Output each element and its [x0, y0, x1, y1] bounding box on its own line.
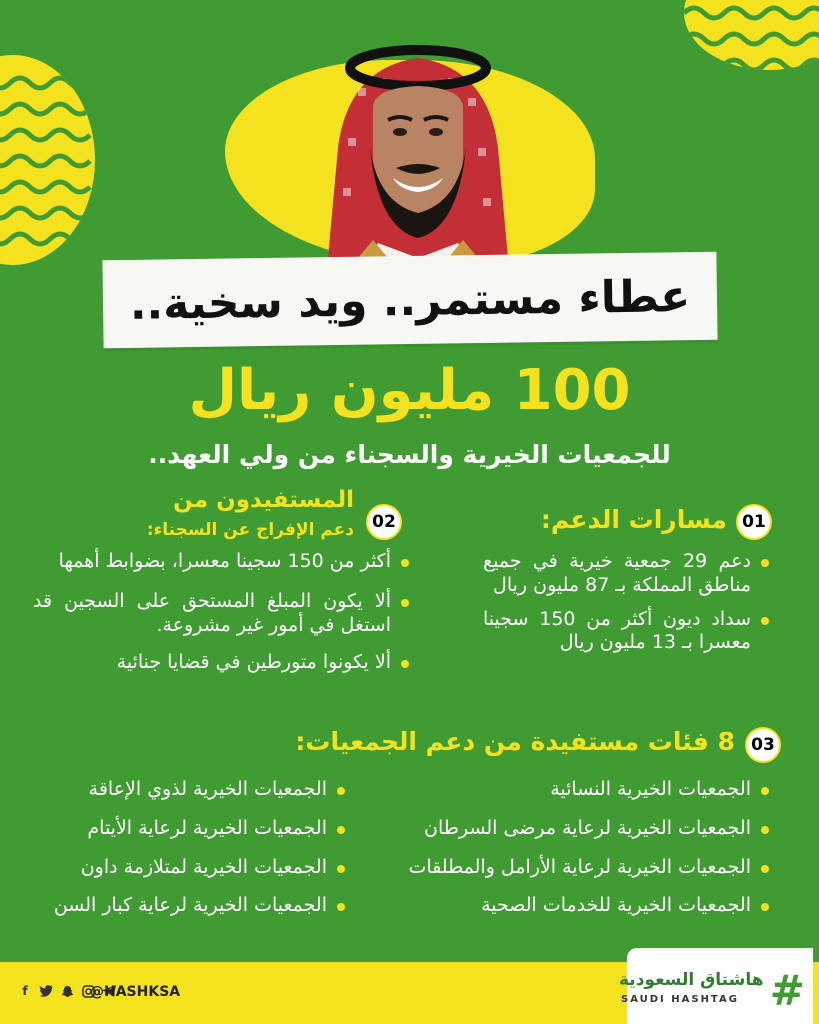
headline-banner — [102, 252, 717, 349]
list-item: أكثر من 150 سجينا معسرا، بضوابط أهمها — [33, 550, 413, 574]
list-item: الجمعيات الخيرية لرعاية كبار السن — [29, 894, 349, 918]
list-item: الجمعيات الخيرية لرعاية الأيتام — [29, 817, 349, 841]
footer-bar — [0, 962, 819, 1024]
list-item: ألا يكونوا متورطين في قضايا جنائية — [33, 651, 413, 675]
section-2-subtitle: دعم الإفراج عن السجناء: — [146, 520, 354, 540]
logo-arabic: هاشتاق السعودية — [619, 970, 764, 990]
section-1-title: مسارات الدعم: — [540, 505, 727, 534]
list-item: الجمعيات الخيرية النسائية — [393, 778, 773, 802]
headline: عطاء مستمر.. ويد سخية.. — [129, 270, 691, 330]
list-item: الجمعيات الخيرية لرعاية الأرامل والمطلقات — [393, 856, 773, 880]
list-item: الجمعيات الخيرية لرعاية مرضى السرطان — [393, 817, 773, 841]
social-handle[interactable]: @HASHKSA — [90, 984, 181, 1000]
section-1-number-badge: 01 — [736, 504, 772, 540]
list-item: الجمعيات الخيرية للخدمات الصحية — [393, 894, 773, 918]
section-3-number-badge: 03 — [745, 727, 781, 763]
section-2-title: المستفيدون من — [173, 487, 354, 513]
subtitle: للجمعيات الخيرية والسجناء من ولي العهد.. — [148, 440, 671, 469]
list-item: سداد ديون أكثر من 150 سجينا معسرا بـ 13 مليون ريال — [483, 608, 773, 656]
logo-english: SAUDI HASHTAG — [621, 994, 739, 1005]
twitter-icon[interactable] — [39, 984, 53, 998]
section-1-list — [483, 550, 773, 655]
facebook-icon[interactable]: f — [22, 984, 28, 998]
section-2-list — [33, 550, 413, 675]
hashtag-logo-icon: # — [769, 966, 805, 1015]
list-item: ألا يكون المبلغ المستحق على السجين قد استغل في أمور غير مشروعة. — [33, 590, 413, 638]
decorative-wave-right — [684, 0, 819, 70]
amount-title: 100 مليون ريال — [188, 358, 631, 423]
list-item: الجمعيات الخيرية لذوي الإعاقة — [29, 778, 349, 802]
portrait-image — [318, 28, 518, 258]
section-3-right-list — [393, 778, 773, 918]
list-item: دعم 29 جمعية خيرية في جميع مناطق المملكة بـ 87 مليون ريال — [483, 550, 773, 598]
section-2-number-badge: 02 — [366, 504, 402, 540]
decorative-wave-left — [0, 55, 95, 265]
list-item: الجمعيات الخيرية لمتلازمة داون — [29, 856, 349, 880]
section-3-left-list — [29, 778, 349, 918]
section-3-title: 8 فئات مستفيدة من دعم الجمعيات: — [295, 727, 735, 756]
snapchat-icon[interactable] — [60, 984, 74, 998]
